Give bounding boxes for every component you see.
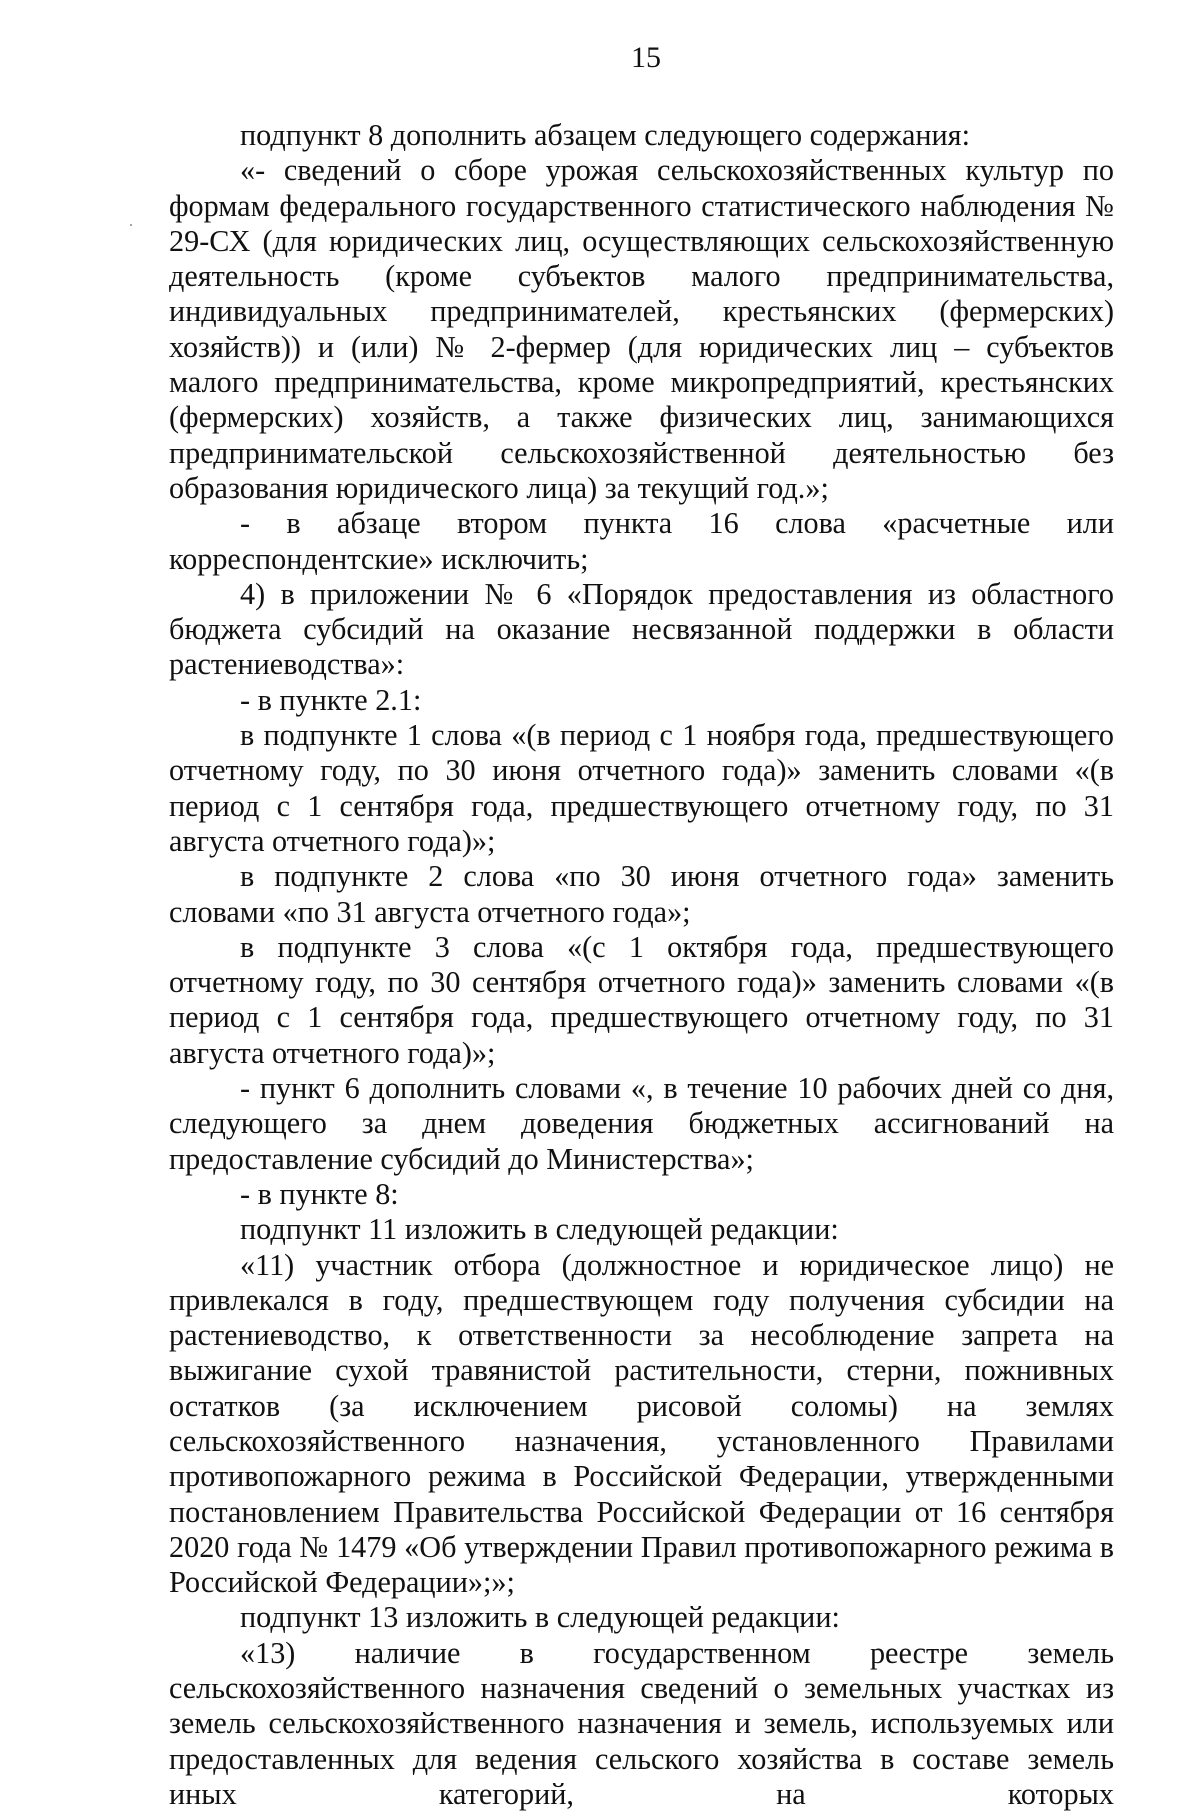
paragraph: 4) в приложении № 6 «Порядок предоставления из областного бюджета субсидий на оказание несвязанной поддержки в области растениеводства»: [169, 576, 1114, 682]
scan-speck [130, 224, 132, 226]
paragraph: «13) наличие в государственном реестре земель сельскохозяйственного назначения сведений о земельных участках из земель сельскохозяйственного назначения и земель, используемых или предоставленных для ведения сельского хозяйства в составе земель иных категорий, на которых [169, 1635, 1114, 1811]
paragraph: «- сведений о сборе урожая сельскохозяйственных культур по формам федерального государственного статистического наблюдения № 29-СХ (для юридических лиц, осуществляющих сельскохозяйственную деятельность (кроме субъектов малого предпринимательства, индивидуальных предпринимателей, крестьянских (фермерских) хозяйств)) и (или) № 2-фермер (для юридических лиц – субъектов малого предпринимательства, кроме микропредприятий, крестьянских (фермерских) хозяйств, а также физических лиц, занимающихся предпринимательской сельскохозяйственной деятельностью без образования юридического лица) за текущий год.»; [169, 153, 1114, 505]
paragraph: - пункт 6 дополнить словами «, в течение 10 рабочих дней со дня, следующего за днем доведения бюджетных ассигнований на предоставление субсидий до Министерства»; [169, 1071, 1114, 1176]
paragraph: - в абзаце втором пункта 16 слова «расчетные или корреспондентские» исключить; [169, 506, 1114, 576]
paragraph: подпункт 8 дополнить абзацем следующего содержания: [240, 118, 970, 152]
paragraph: - в пункте 2.1: [240, 682, 422, 717]
paragraph: в подпункте 1 слова «(в период с 1 ноября года, предшествующего отчетному году, по 30 июня отчетного года)» заменить словами «(в период с 1 сентября года, предшествующего отчетному году, по 31 августа отчетного года)»; [169, 718, 1114, 858]
paragraph: «11) участник отбора (должностное и юридическое лицо) не привлекался в году, предшествующем году получения субсидии на растениеводство, к ответственности за несоблюдение запрета на выжигание сухой травянистой растительности, стерни, пожнивных остатков (за исключением рисовой соломы) на землях сельскохозяйственного назначения, установленного Правилами противопожарного режима в Российской Федерации, утвержденными постановлением Правительства Российской Федерации от 16 сентября 2020 года № 1479 «Об утверждении Правил противопожарного режима в Российской Федерации»;»; [169, 1247, 1114, 1600]
paragraph: подпункт 13 изложить в следующей редакции: [240, 1600, 840, 1635]
page-number: 15 [631, 41, 661, 74]
paragraph: в подпункте 3 слова «(с 1 октября года, предшествующего отчетному году, по 30 сентября отчетного года)» заменить словами «(в период с 1 сентября года, предшествующего отчетному году, по 31 августа отчетного года)»; [169, 929, 1114, 1070]
paragraph: - в пункте 8: [240, 1176, 399, 1211]
paragraph: в подпункте 2 слова «по 30 июня отчетного года» заменить словами «по 31 августа отчетного года»; [169, 859, 1114, 929]
document-body [169, 118, 1114, 1812]
paragraph: подпункт 11 изложить в следующей редакции: [240, 1212, 839, 1247]
